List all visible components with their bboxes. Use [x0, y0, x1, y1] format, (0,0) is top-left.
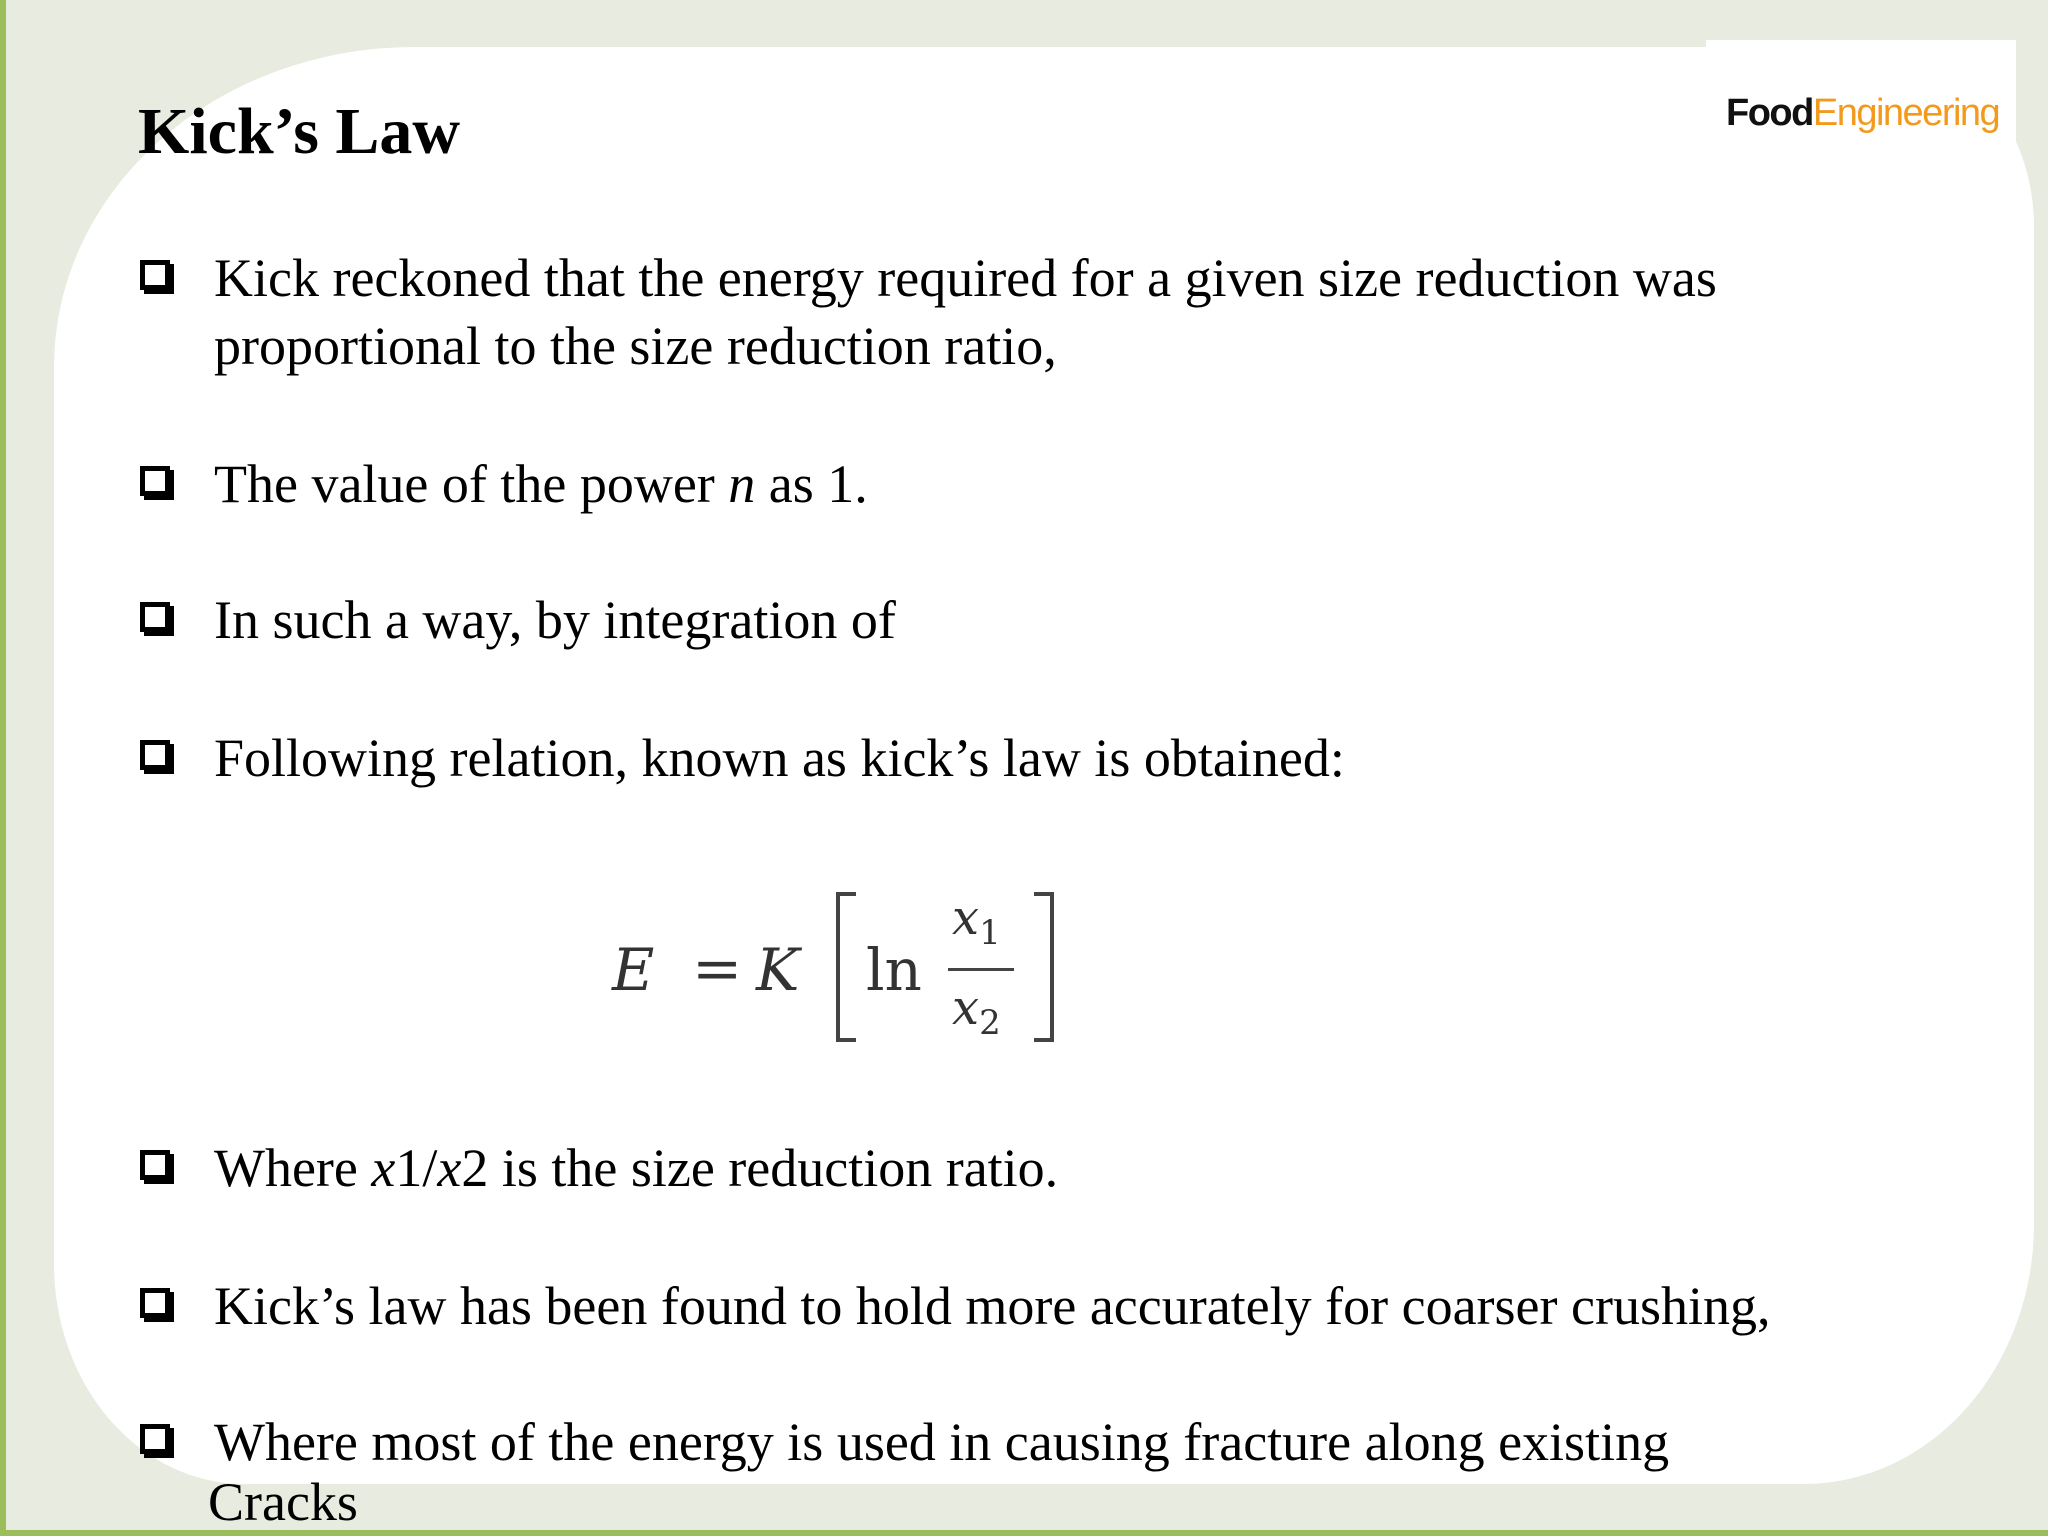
bullet-text-line-1: Kick reckoned that the energy required for a given size reduction was [214, 248, 1717, 308]
bullet-text-post: 2 is the size reduction ratio. [461, 1138, 1059, 1198]
food-engineering-logo [1726, 92, 1999, 135]
formula-ln: ln [866, 936, 922, 1004]
formula-left-bracket [836, 892, 856, 1042]
bullet-text-post: as 1. [755, 454, 868, 514]
numerator-subscript: 1 [979, 913, 1001, 953]
variable-n: n [728, 454, 756, 514]
checkbox-bullet-icon [140, 602, 170, 632]
slide-title: Kick’s Law [138, 95, 461, 168]
formula-equals-sign: = [692, 934, 743, 1004]
bullet-text: In such a way, by integration of [214, 590, 896, 650]
bullet-text-mid: 1/ [395, 1138, 438, 1198]
bullet-text: Kick’s law has been found to hold more accurately for coarser crushing, [214, 1276, 1771, 1336]
bullet-text-line-2: Cracks [208, 1472, 358, 1532]
bullet-text: Following relation, known as kick’s law is obtained: [214, 728, 1345, 788]
checkbox-bullet-icon [140, 740, 170, 770]
checkbox-bullet-icon [140, 1150, 170, 1180]
logo-engineering-text: Engineering [1812, 92, 2000, 134]
top-band [6, 0, 2048, 10]
denominator-subscript: 2 [979, 1003, 1001, 1043]
bullet-text [214, 450, 1914, 518]
formula-fraction-bar [948, 968, 1014, 971]
kicks-law-formula [600, 880, 1080, 1080]
bullet-text-pre: The value of the power [214, 454, 729, 514]
logo-food-text: Food [1726, 92, 1813, 134]
numerator-variable: x [952, 890, 980, 946]
bullet-text-pre: Where [214, 1138, 372, 1198]
checkbox-bullet-icon [140, 260, 170, 290]
formula-constant-k: K [756, 936, 800, 1004]
denominator-variable: x [952, 980, 980, 1036]
left-accent-rule [0, 0, 6, 1536]
checkbox-bullet-icon [140, 1288, 170, 1318]
bullet-text [214, 1134, 1914, 1202]
bullet-text-line-2: proportional to the size reduction ratio, [214, 316, 1057, 376]
variable-x-first: x [371, 1138, 396, 1198]
variable-x-second: x [437, 1138, 462, 1198]
formula-denominator [952, 980, 1001, 1043]
formula-numerator [952, 890, 1001, 953]
checkbox-bullet-icon [140, 466, 170, 496]
checkbox-bullet-icon [140, 1424, 170, 1454]
formula-energy-symbol: E [612, 936, 655, 1004]
bullet-text-line-1: Where most of the energy is used in causing fracture along existing [214, 1412, 1670, 1472]
formula-right-bracket [1034, 892, 1054, 1042]
